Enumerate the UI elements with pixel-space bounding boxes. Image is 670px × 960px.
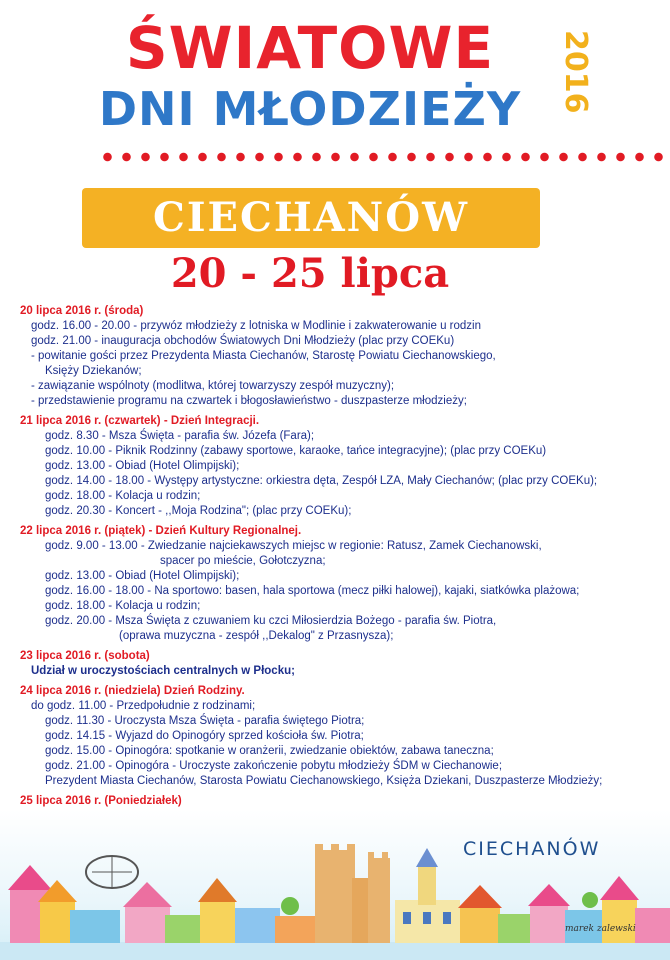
day-title: 21 lipca 2016 r. (czwartek) - Dzień Integracji. xyxy=(20,415,260,427)
city-banner: CIECHANÓW xyxy=(82,188,540,248)
program-line: - powitanie gości przez Prezydenta Miasta Ciechanów, Starostę Powiatu Ciechanowskiego, xyxy=(31,350,496,362)
program-day xyxy=(20,304,660,409)
program-line: Księży Dziekanów; xyxy=(45,365,142,377)
day-title: 22 lipca 2016 r. (piątek) - Dzień Kultury Regionalnej. xyxy=(20,525,302,537)
program-line: Udział w uroczystościach centralnych w Płocku; xyxy=(31,665,295,677)
program-day xyxy=(20,524,660,644)
program-line: godz. 11.30 - Uroczysta Msza Święta - parafia świętego Piotra; xyxy=(45,715,365,727)
program-line: godz. 13.00 - Obiad (Hotel Olimpijski); xyxy=(45,460,240,472)
program-line: godz. 10.00 - Piknik Rodzinny (zabawy sportowe, karaoke, tańce integracyjne); (plac przy COEKu) xyxy=(45,445,547,457)
program-line: godz. 18.00 - Kolacja u rodzin; xyxy=(45,490,201,502)
program-line: spacer po mieście, Gołotczyzna; xyxy=(160,555,326,567)
program-line: Prezydent Miasta Ciechanów, Starosta Powiatu Ciechanowskiego, Księża Dziekani, Duszpasterze Młodzieży; xyxy=(45,775,603,787)
day-title: 25 lipca 2016 r. (Poniedziałek) xyxy=(20,795,182,807)
program-line: do godz. 11.00 - Przedpołudnie z rodzinami; xyxy=(31,700,256,712)
program-line: godz. 14.15 - Wyjazd do Opinogóry sprzed kościoła św. Piotra; xyxy=(45,730,364,742)
day-title: 24 lipca 2016 r. (niedziela) Dzień Rodziny. xyxy=(20,685,245,697)
program-line: - przedstawienie programu na czwartek i błogosławieństwo - duszpasterze młodzieży; xyxy=(31,395,467,407)
poster-title-line2: DNI MŁODZIEŻY xyxy=(98,82,522,136)
program-line: godz. 20.00 - Msza Święta z czuwaniem ku czci Miłosierdzia Bożego - parafia św. Piotra, xyxy=(45,615,497,627)
program-day xyxy=(20,649,660,679)
program-line: godz. 21.00 - inauguracja obchodów Światowych Dni Młodzieży (plac przy COEKu) xyxy=(31,335,455,347)
program-line: - zawiązanie wspólnoty (modlitwa, której towarzyszy zespół muzyczny); xyxy=(31,380,395,392)
dotted-divider xyxy=(98,150,663,164)
skyline-illustration-icon xyxy=(0,810,670,960)
program-line: godz. 16.00 - 20.00 - przywóz młodzieży z lotniska w Modlinie i zakwaterowanie u rodzin xyxy=(31,320,481,332)
year-label: 2016 xyxy=(558,30,593,114)
day-title: 23 lipca 2016 r. (sobota) xyxy=(20,650,150,662)
day-title: 20 lipca 2016 r. (środa) xyxy=(20,305,144,317)
program-day xyxy=(20,684,660,789)
program-line: godz. 15.00 - Opinogóra: spotkanie w oranżerii, zwiedzanie obiektów, zabawa taneczna; xyxy=(45,745,494,757)
footer-city-logo: CIECHANÓW xyxy=(463,838,601,860)
program-line: godz. 13.00 - Obiad (Hotel Olimpijski); xyxy=(45,570,240,582)
program-line: godz. 20.30 - Koncert - ,,Moja Rodzina"; (plac przy COEKu); xyxy=(45,505,352,517)
event-program xyxy=(20,304,660,859)
event-dates: 20 - 25 lipca xyxy=(170,250,450,297)
program-line: godz. 21.00 - Opinogóra - Uroczyste zakończenie pobytu młodzieży ŚDM w Ciechanowie; xyxy=(45,760,503,772)
program-line: godz. 14.00 - 18.00 - Występy artystyczne: orkiestra dęta, Zespół LZA, Mały Ciechanów; (plac przy COEKu); xyxy=(45,475,598,487)
program-line: godz. 18.00 - Kolacja u rodzin; xyxy=(45,600,201,612)
program-line: godz. 8.30 - Msza Święta - parafia św. Józefa (Fara); xyxy=(45,430,315,442)
program-line: godz. 9.00 - 13.00 - Zwiedzanie najciekawszych miejsc w regionie: Ratusz, Zamek Ciechanowski, xyxy=(45,540,542,552)
program-line: godz. 16.00 - 18.00 - Na sportowo: basen, hala sportowa (mecz piłki halowej), kajaki, siatkówka plażowa; xyxy=(45,585,580,597)
poster-title-line1: ŚWIATOWE xyxy=(125,14,495,82)
program-day xyxy=(20,414,660,519)
program-line: (oprawa muzyczna - zespół ,,Dekalog" z Przasnysza); xyxy=(119,630,394,642)
city-illustration xyxy=(0,810,670,960)
author-signature: marek zalewski xyxy=(565,924,636,934)
